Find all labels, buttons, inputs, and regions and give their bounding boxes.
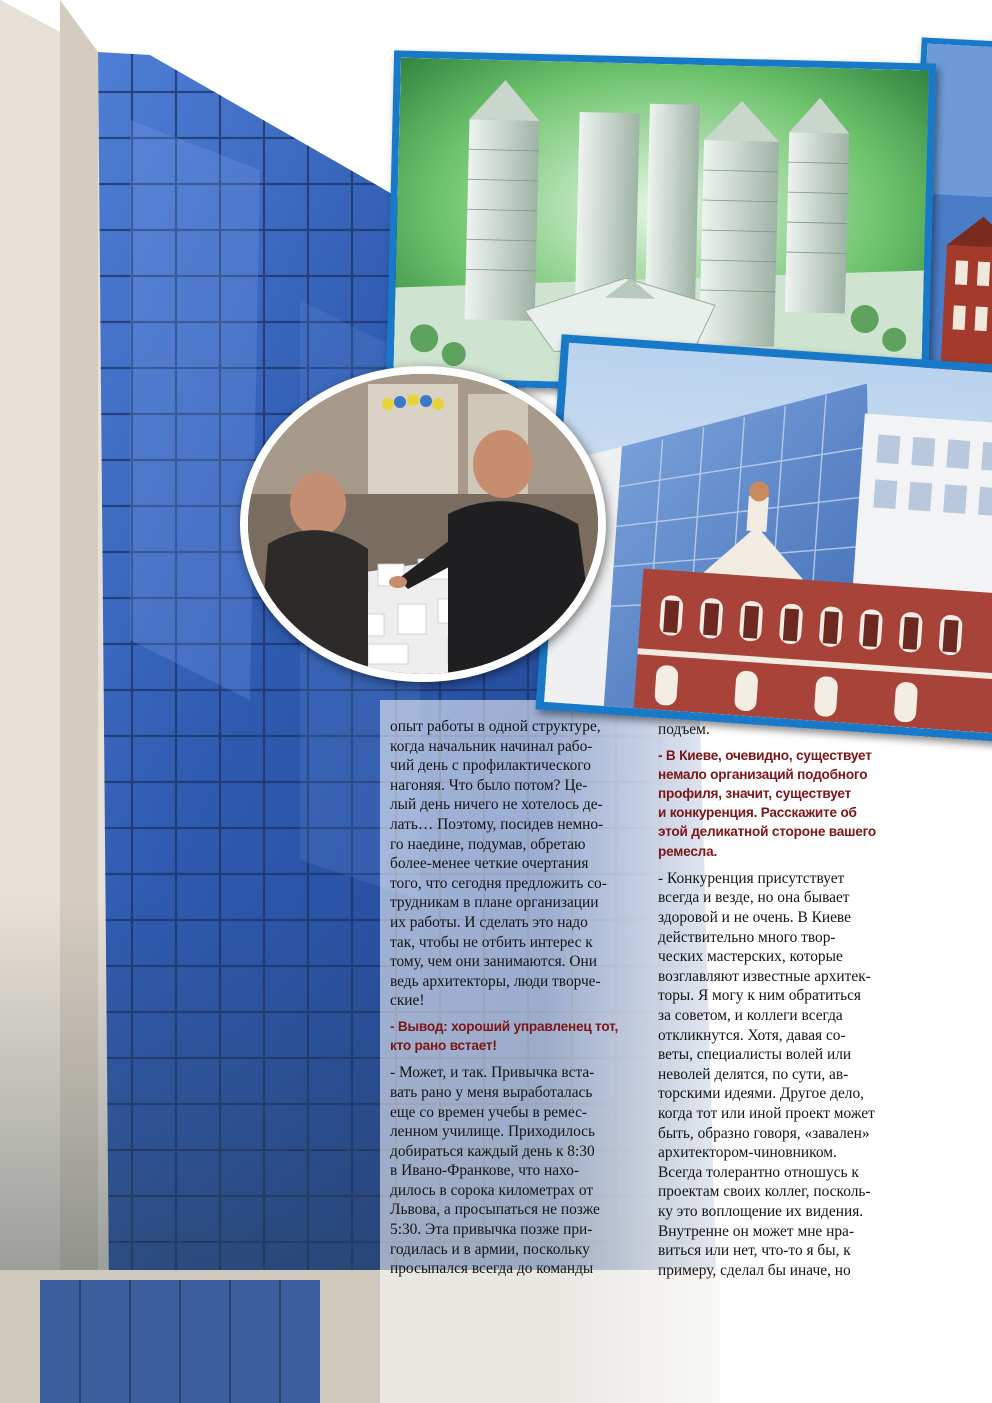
text-line: Внутренне он может мне нра- (658, 1222, 854, 1240)
text-line: ленном училище. Приходилось (390, 1123, 596, 1141)
question-line: профиля, значит, существует (658, 786, 852, 801)
text-line: торы. Я могу к ним обратиться (658, 987, 862, 1005)
text-line: того, что сегодня предложить со- (390, 874, 607, 892)
text-line: подъем. (658, 721, 710, 738)
article-column-right (658, 720, 920, 1280)
answer-paragraph-1 (390, 717, 640, 1011)
text-line: действительно много твор- (658, 928, 836, 946)
text-line: неволей делятся, по сути, ав- (658, 1065, 849, 1083)
text-line: Всегда толерантно отношусь к (658, 1163, 859, 1181)
text-line: нагоняя. Что было потом? Це- (390, 776, 588, 794)
question-line: - Вывод: хороший управленец тот, (390, 1018, 619, 1034)
text-line: вать рано у меня выработалась (390, 1083, 593, 1101)
text-line: ческих мастерских, которые (658, 948, 843, 966)
text-line: ку это воплощение их видения. (658, 1202, 864, 1220)
question-line: ремесла. (658, 843, 718, 859)
question-line: кто рано встает! (390, 1038, 497, 1054)
text-line: добираться каждый день к 8:30 (390, 1142, 595, 1160)
text-line: го наедине, подумав, обретаю (390, 835, 586, 853)
question-line: немало организаций подобного (658, 766, 868, 782)
text-line: их работы. И сделать это надо (390, 913, 588, 931)
interview-question-2 (658, 746, 920, 861)
question-line: - В Киеве, очевидно, существует (658, 747, 872, 763)
text-line: так, чтобы не отбить интерес к (390, 933, 593, 951)
text-line: годилась и в армии, поскольку (390, 1240, 590, 1258)
text-line: за советом, и коллеги всегда (658, 1006, 843, 1024)
text-line: примеру, сделал бы иначе, но (658, 1261, 851, 1279)
text-line: веты, специалисты волей или (658, 1046, 852, 1064)
text-line: лый день ничего не хотелось де- (390, 796, 603, 814)
text-line: опыт работы в одной структуре, (390, 718, 601, 735)
photo-exhibition-architectural-model (240, 366, 606, 682)
text-line: быть, образно говоря, «завален» (658, 1124, 870, 1142)
text-line: всегда и везде, но она бывает (658, 889, 850, 907)
text-line: виться или нет, что-то я бы, к (658, 1242, 851, 1260)
question-line: этой деликатной стороне вашего (658, 824, 877, 840)
text-line: просыпался всегда до команды (390, 1260, 594, 1278)
text-line: откликнутся. Хотя, давая со- (658, 1026, 846, 1044)
question-line: и конкуренция. Расскажите об (658, 805, 857, 821)
text-line: в Ивано-Франкове, что нахо- (390, 1162, 580, 1180)
text-line: трудникам в плане организации (390, 894, 599, 912)
interview-question-1 (390, 1017, 640, 1055)
text-line: ведь архитекторы, люди творче- (390, 972, 601, 990)
answer-paragraph-3 (658, 869, 920, 1280)
text-line: когда тот или иной проект может (658, 1104, 875, 1122)
text-line: более-менее четкие очертания (390, 855, 589, 873)
text-line: когда начальник начинал рабо- (390, 737, 593, 755)
text-line: возглавляют известные архитек- (658, 967, 871, 985)
text-line: проектам своих коллег, посколь- (658, 1183, 871, 1201)
text-line: - Может, и так. Привычка вста- (390, 1064, 595, 1082)
text-line: архитектором-чиновником. (658, 1144, 837, 1162)
answer-paragraph-continued (658, 720, 920, 740)
text-line: тому, чем они занимаются. Они (390, 953, 597, 971)
text-line: ские! (390, 992, 425, 1010)
text-line: здоровой и не очень. В Киеве (658, 909, 851, 926)
text-line: лать… Поэтому, посидев немно- (390, 815, 604, 833)
text-line: торскими идеями. Другое дело, (658, 1085, 864, 1103)
text-line: чий день с профилактического (390, 757, 591, 775)
text-line: еще со времен учебы в ремес- (390, 1103, 588, 1121)
text-line: Львова, а просыпаться не позже (390, 1201, 600, 1219)
article-column-left (390, 717, 640, 1279)
text-line: - Конкуренция присутствует (658, 869, 845, 887)
answer-paragraph-2 (390, 1063, 640, 1279)
text-line: дилось в сорока километрах от (390, 1181, 594, 1199)
text-line: 5:30. Эта привычка позже при- (390, 1221, 593, 1239)
